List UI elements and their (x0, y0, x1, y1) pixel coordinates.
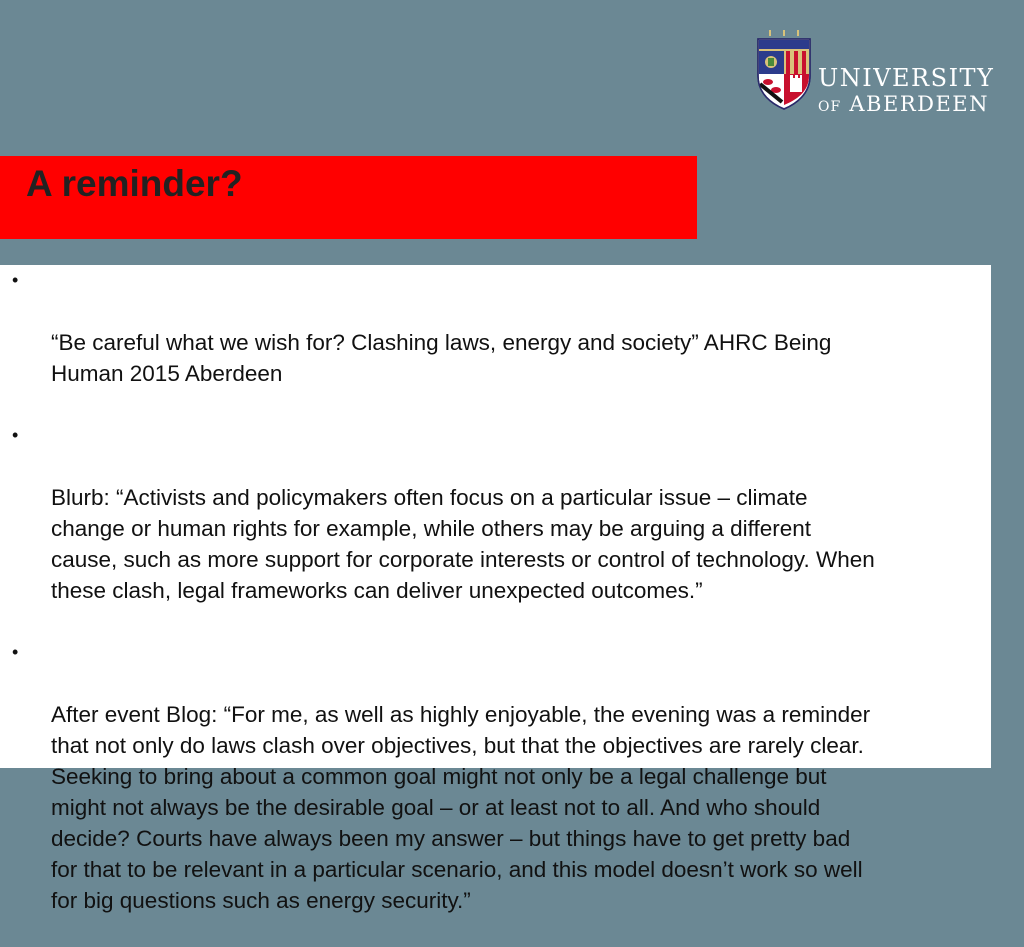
wordmark-university: UNIVERSITY (818, 64, 995, 92)
slide-title: A reminder? (26, 163, 243, 204)
bullet-text: After event Blog: “For me, as well as highly enjoyable, the evening was a reminder that not only do laws clash over objectives, but that the objectives are rarely clear. Seeking to bring about a common goal might not only be a legal challenge but might not always be the desirable goal – or at least not to all. And who should decide? Courts have always been my answer – but things have to get pretty bad for that to be relevant in a particular scenario, and this model doesn’t work so well for big questions such as energy security.” (51, 702, 871, 913)
wordmark-aberdeen-text: ABERDEEN (849, 92, 990, 116)
bullet-item (0, 637, 991, 916)
university-crest-icon (756, 30, 812, 110)
bullet-item (0, 265, 991, 389)
wordmark-of: OF (818, 99, 842, 115)
bullet-marker: • (12, 425, 19, 445)
university-wordmark (818, 66, 994, 115)
wordmark-aberdeen (818, 94, 994, 115)
bullet-marker: • (12, 642, 19, 662)
bullet-text: “Be careful what we wish for? Clashing laws, energy and society” AHRC Being Human 2015 Aberdeen (51, 330, 832, 386)
content-box (0, 265, 991, 913)
university-logo (756, 30, 995, 116)
bullet-marker: • (12, 270, 19, 290)
bullet-text: Blurb: “Activists and policymakers often focus on a particular issue – climate change or human rights for example, while others may be arguing a different cause, such as more support for corporate interests or control of technology. When these clash, legal frameworks can deliver unexpected outcomes.” (51, 485, 875, 603)
bullet-item (0, 420, 991, 606)
bullet-list (0, 265, 991, 947)
